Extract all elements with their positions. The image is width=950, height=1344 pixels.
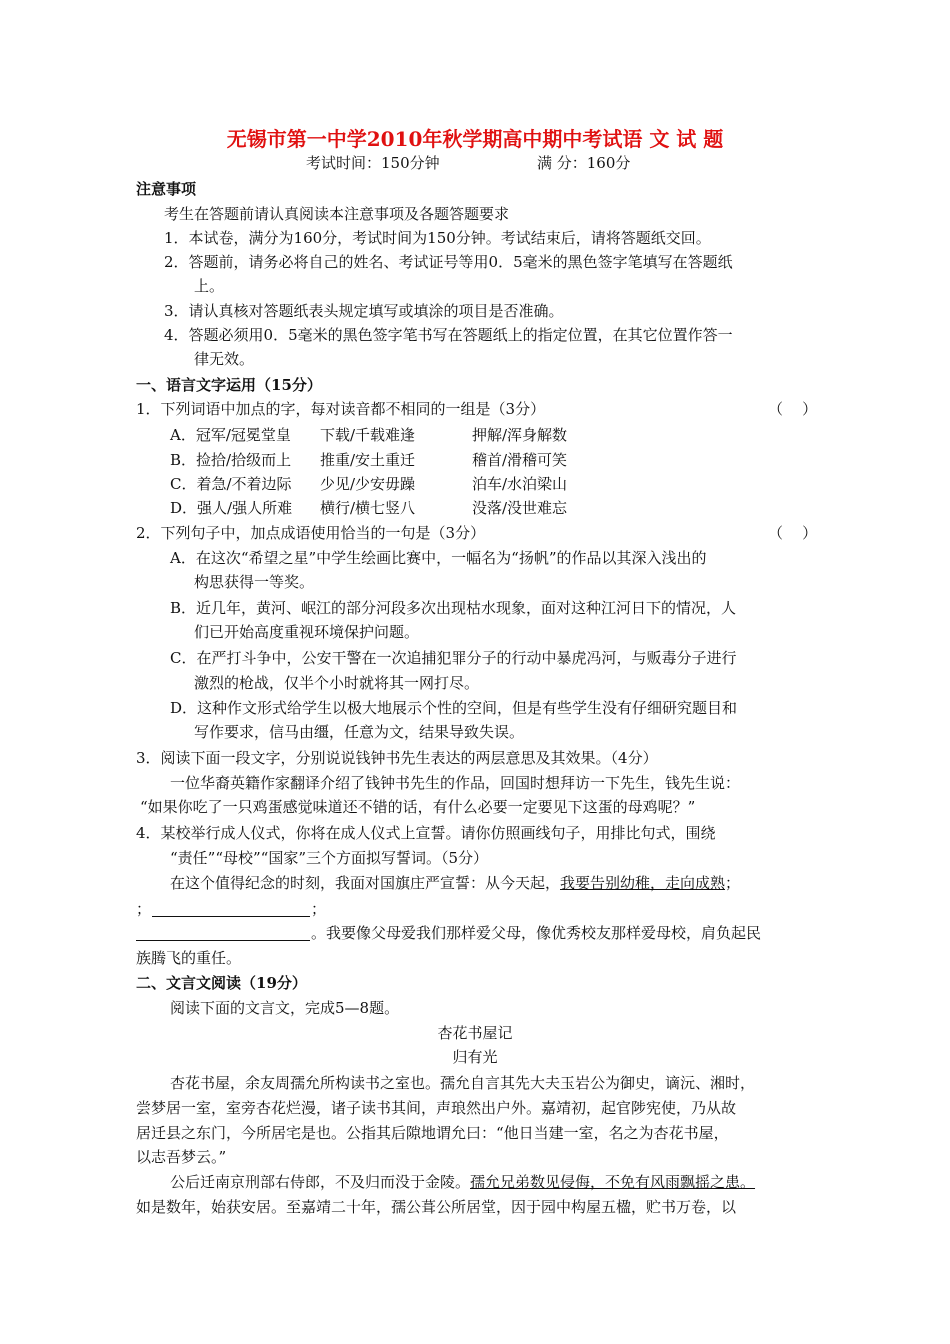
- article-title: 杏花书屋记: [437, 1024, 513, 1042]
- q2-line: 激烈的枪战，仅半个小时就将其一网打尽。: [194, 674, 480, 692]
- q1-option: C．着急/不着边际: [170, 475, 292, 493]
- full-score: 满 分：160分: [537, 154, 631, 172]
- oath-example: 我要告别幼稚，走向成熟: [560, 874, 726, 892]
- article-line: 尝梦居一室，室旁杏花烂漫，诸子读书其间，声琅然出户外。嘉靖初，起官陟宪使，乃从故: [136, 1099, 737, 1117]
- notice-item: 律无效。: [194, 350, 255, 368]
- section2-heading: 二、文言文阅读（19分）: [136, 974, 307, 992]
- notice-item: 2．答题前，请务必将自己的姓名、考试证号等用0．5毫米的黑色签字笔填写在答题纸: [164, 253, 733, 271]
- oath-semicolon: ；: [136, 900, 152, 918]
- oath-blank-2[interactable]: [136, 924, 310, 941]
- exam-time: 考试时间：150分钟: [306, 154, 440, 172]
- q1-stem: 1．下列词语中加点的字，每对读音都不相同的一组是（3分）: [136, 400, 546, 418]
- q4-stem: 4．某校举行成人仪式，你将在成人仪式上宣誓。请你仿照画线句子，用排比句式，围绕: [136, 824, 716, 842]
- oath-prefix: 在这个值得纪念的时刻，我面对国旗庄严宣誓：从今天起，: [170, 874, 561, 892]
- q2-line: 写作要求，信马由缰，任意为文，结果导致失误。: [194, 723, 525, 741]
- q2-line: B．近几年，黄河、岷江的部分河段多次出现枯水现象，面对这种江河日下的情况，人: [170, 599, 737, 617]
- q2-stem: 2．下列句子中，加点成语使用恰当的一句是（3分）: [136, 524, 486, 542]
- q2-line: 构思获得一等奖。: [194, 573, 315, 591]
- q1-option: 少见/少安毋躁: [320, 475, 416, 493]
- q1-option: D．强人/强人所难: [170, 499, 293, 517]
- q1-option: A．冠军/冠冕堂皇: [170, 426, 291, 444]
- article-line: [170, 1172, 755, 1192]
- notice-item: 上。: [194, 277, 225, 295]
- article-line: 如是数年，始获安居。至嘉靖二十年，孺公葺公所居堂，因于园中构屋五楹，贮书万卷，以: [136, 1198, 737, 1216]
- q1-option: 推重/安土重迁: [320, 451, 416, 469]
- oath-suffix: ；: [725, 874, 741, 892]
- oath-line-4: 族腾飞的重任。: [136, 949, 242, 967]
- oath-line-3: 。我要像父母爱我们那样爱父母，像优秀校友那样爱母校，肩负起民: [311, 924, 762, 942]
- q2-line: C．在严打斗争中，公安干警在一次追捕犯罪分子的行动中暴虎冯河，与贩毒分子进行: [170, 649, 737, 667]
- q3-passage: 一位华裔英籍作家翻译介绍了钱钟书先生的作品，回国时想拜访一下先生，钱先生说：: [170, 774, 741, 792]
- article-line: 杏花书屋，余友周孺允所构读书之室也。孺允自言其先大夫玉岩公为御史，谪沅、湘时，: [170, 1074, 756, 1092]
- q4-stem-2: “责任”“母校”“国家”三个方面拟写誓词。（5分）: [170, 849, 489, 867]
- q2-line: 们已开始高度重视环境保护问题。: [194, 623, 420, 641]
- notice-item: 3．请认真核对答题纸表头规定填写或填涂的项目是否准确。: [164, 302, 564, 320]
- q3-passage: “如果你吃了一只鸡蛋感觉味道还不错的话，有什么必要一定要见下这蛋的母鸡呢？”: [140, 798, 696, 816]
- oath-semicolon: ；: [311, 900, 327, 918]
- oath-blank-1[interactable]: [152, 900, 310, 917]
- notice-intro: 考生在答题前请认真阅读本注意事项及各题答题要求: [164, 205, 510, 223]
- q1-option: 下载/千载难逢: [320, 426, 416, 444]
- article-line: 以志吾梦云。”: [136, 1148, 227, 1166]
- section2-intro: 阅读下面的文言文，完成5—8题。: [170, 999, 400, 1017]
- q1-option: 押解/浑身解数: [472, 426, 568, 444]
- article-text: 公后迁南京刑部右侍郎，不及归而没于金陵。: [170, 1173, 471, 1191]
- q3-stem: 3．阅读下面一段文字，分别说说钱钟书先生表达的两层意思及其效果。（4分）: [136, 749, 658, 767]
- q2-line: D．这种作文形式给学生以极大地展示个性的空间，但是有些学生没有仔细研究题目和: [170, 699, 738, 717]
- q1-option: 横行/横七竖八: [320, 499, 416, 517]
- article-author: 归有光: [452, 1048, 498, 1066]
- q1-option: 没落/没世难忘: [472, 499, 568, 517]
- q1-answer-paren: （ ）: [768, 400, 818, 418]
- q2-line: A．在这次“希望之星”中学生绘画比赛中，一幅名为“扬帆”的作品以其深入浅出的: [170, 549, 707, 567]
- notice-item: 4．答题必须用0．5毫米的黑色签字笔书写在答题纸上的指定位置，在其它位置作答一: [164, 326, 733, 344]
- notice-item: 1．本试卷，满分为160分，考试时间为150分钟。考试结束后，请将答题纸交回。: [164, 229, 711, 247]
- section1-heading: 一、语言文字运用（15分）: [136, 376, 322, 394]
- q2-answer-paren: （ ）: [768, 524, 818, 542]
- q4-oath-line: [170, 873, 740, 893]
- notice-heading: 注意事项: [136, 180, 197, 198]
- q1-option: 稽首/滑稽可笑: [472, 451, 568, 469]
- article-line: 居迁县之东门，今所居宅是也。公指其后隙地谓允曰：“他日当建一室，名之为杏花书屋，: [136, 1124, 729, 1142]
- q1-option: 泊车/水泊梁山: [472, 475, 568, 493]
- page-title: 无锡市第一中学2010年秋学期高中期中考试语 文 试 题: [226, 127, 724, 151]
- q1-option: B．捡拾/拾级而上: [170, 451, 292, 469]
- article-underlined-sentence: 孺允兄弟数见侵侮，不免有风雨飘摇之患。: [470, 1173, 756, 1191]
